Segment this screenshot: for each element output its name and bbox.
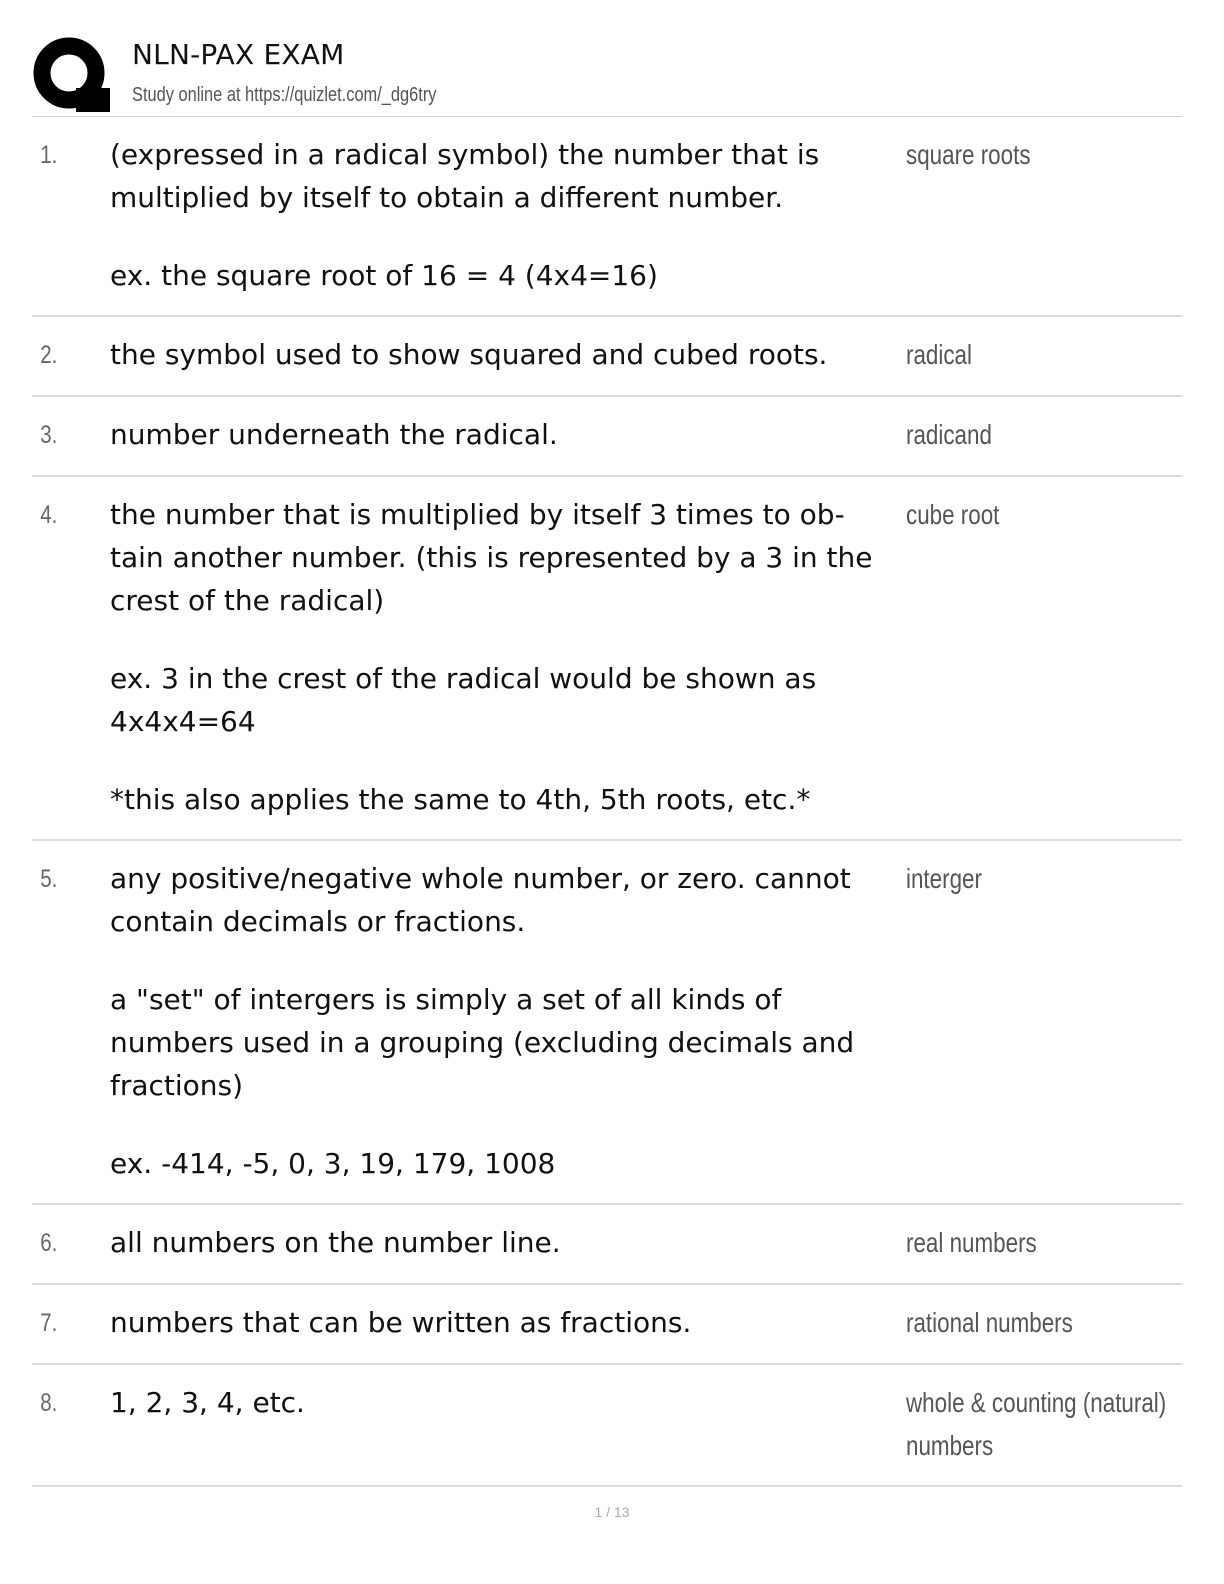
card-term [906,333,1127,377]
card-number: 5. [40,865,58,893]
term-line: rational numbers [906,1307,1073,1338]
card-term [906,1221,1127,1265]
page-header [32,34,1182,118]
definition-paragraph: *this also applies the same to 4th, 5th roots, etc.* [110,783,811,816]
flashcard-row [32,1205,1182,1285]
card-number: 6. [40,1229,58,1257]
term-line: whole & counting (natural) [906,1387,1167,1418]
card-definition [110,333,906,377]
card-number: 7. [40,1309,58,1337]
card-definition [110,1301,906,1345]
term-line: square roots [906,139,1031,170]
quizlet-logo-icon [32,36,110,114]
definition-paragraph: 1, 2, 3, 4, etc. [110,1386,305,1419]
card-definition [110,1381,906,1467]
definition-paragraph: (expressed in a radical symbol) the number that is multiplied by itself to obtain a different number. [110,138,820,214]
term-line: real numbers [906,1227,1037,1258]
flashcard-row [32,1285,1182,1365]
card-number: 3. [40,421,58,449]
definition-paragraph: ex. the square root of 16 = 4 (4x4=16) [110,259,658,292]
card-definition [110,857,906,1185]
definition-paragraph: the number that is multiplied by itself 3 times to ob- tain another number. (this is represented by a 3 in the crest of the radical) [110,498,873,617]
term-line: radical [906,339,972,370]
card-term [906,1381,1166,1467]
definition-paragraph: the symbol used to show squared and cubed roots. [110,338,828,371]
card-term [906,133,1127,297]
term-line: numbers [906,1430,994,1461]
definition-paragraph: ex. 3 in the crest of the radical would be shown as 4x4x4=64 [110,662,817,738]
card-number: 4. [40,501,58,529]
term-line: cube root [906,499,1000,530]
definition-paragraph: a "set" of intergers is simply a set of all kinds of numbers used in a grouping (excluding decimals and fractions) [110,983,855,1102]
card-definition [110,413,906,457]
card-number: 2. [40,341,58,369]
flashcard-row [32,397,1182,477]
card-number: 8. [40,1389,58,1417]
flashcard-row [32,1365,1182,1487]
flashcard-row [32,317,1182,397]
card-term [906,1301,1127,1345]
term-line: interger [906,863,982,894]
card-term [906,413,1127,457]
flashcard-row [32,117,1182,317]
card-term [906,493,1127,821]
card-definition [110,493,906,821]
definition-paragraph: all numbers on the number line. [110,1226,561,1259]
definition-paragraph: ex. -414, -5, 0, 3, 19, 179, 1008 [110,1147,556,1180]
page-title: NLN-PAX EXAM [132,38,345,71]
card-term [906,857,1127,1185]
term-line: radicand [906,419,992,450]
flashcard-row [32,477,1182,841]
flashcard-row [32,841,1182,1205]
card-definition [110,1221,906,1265]
definition-paragraph: any positive/negative whole number, or zero. cannot contain decimals or fractions. [110,862,851,938]
card-number: 1. [40,141,58,169]
page-number: 1 / 13 [594,1504,630,1520]
definition-paragraph: numbers that can be written as fractions. [110,1306,692,1339]
card-definition [110,133,906,297]
study-online-link[interactable]: Study online at https://quizlet.com/_dg6try [132,84,437,106]
definition-paragraph: number underneath the radical. [110,418,558,451]
flashcard-list [32,117,1182,1487]
